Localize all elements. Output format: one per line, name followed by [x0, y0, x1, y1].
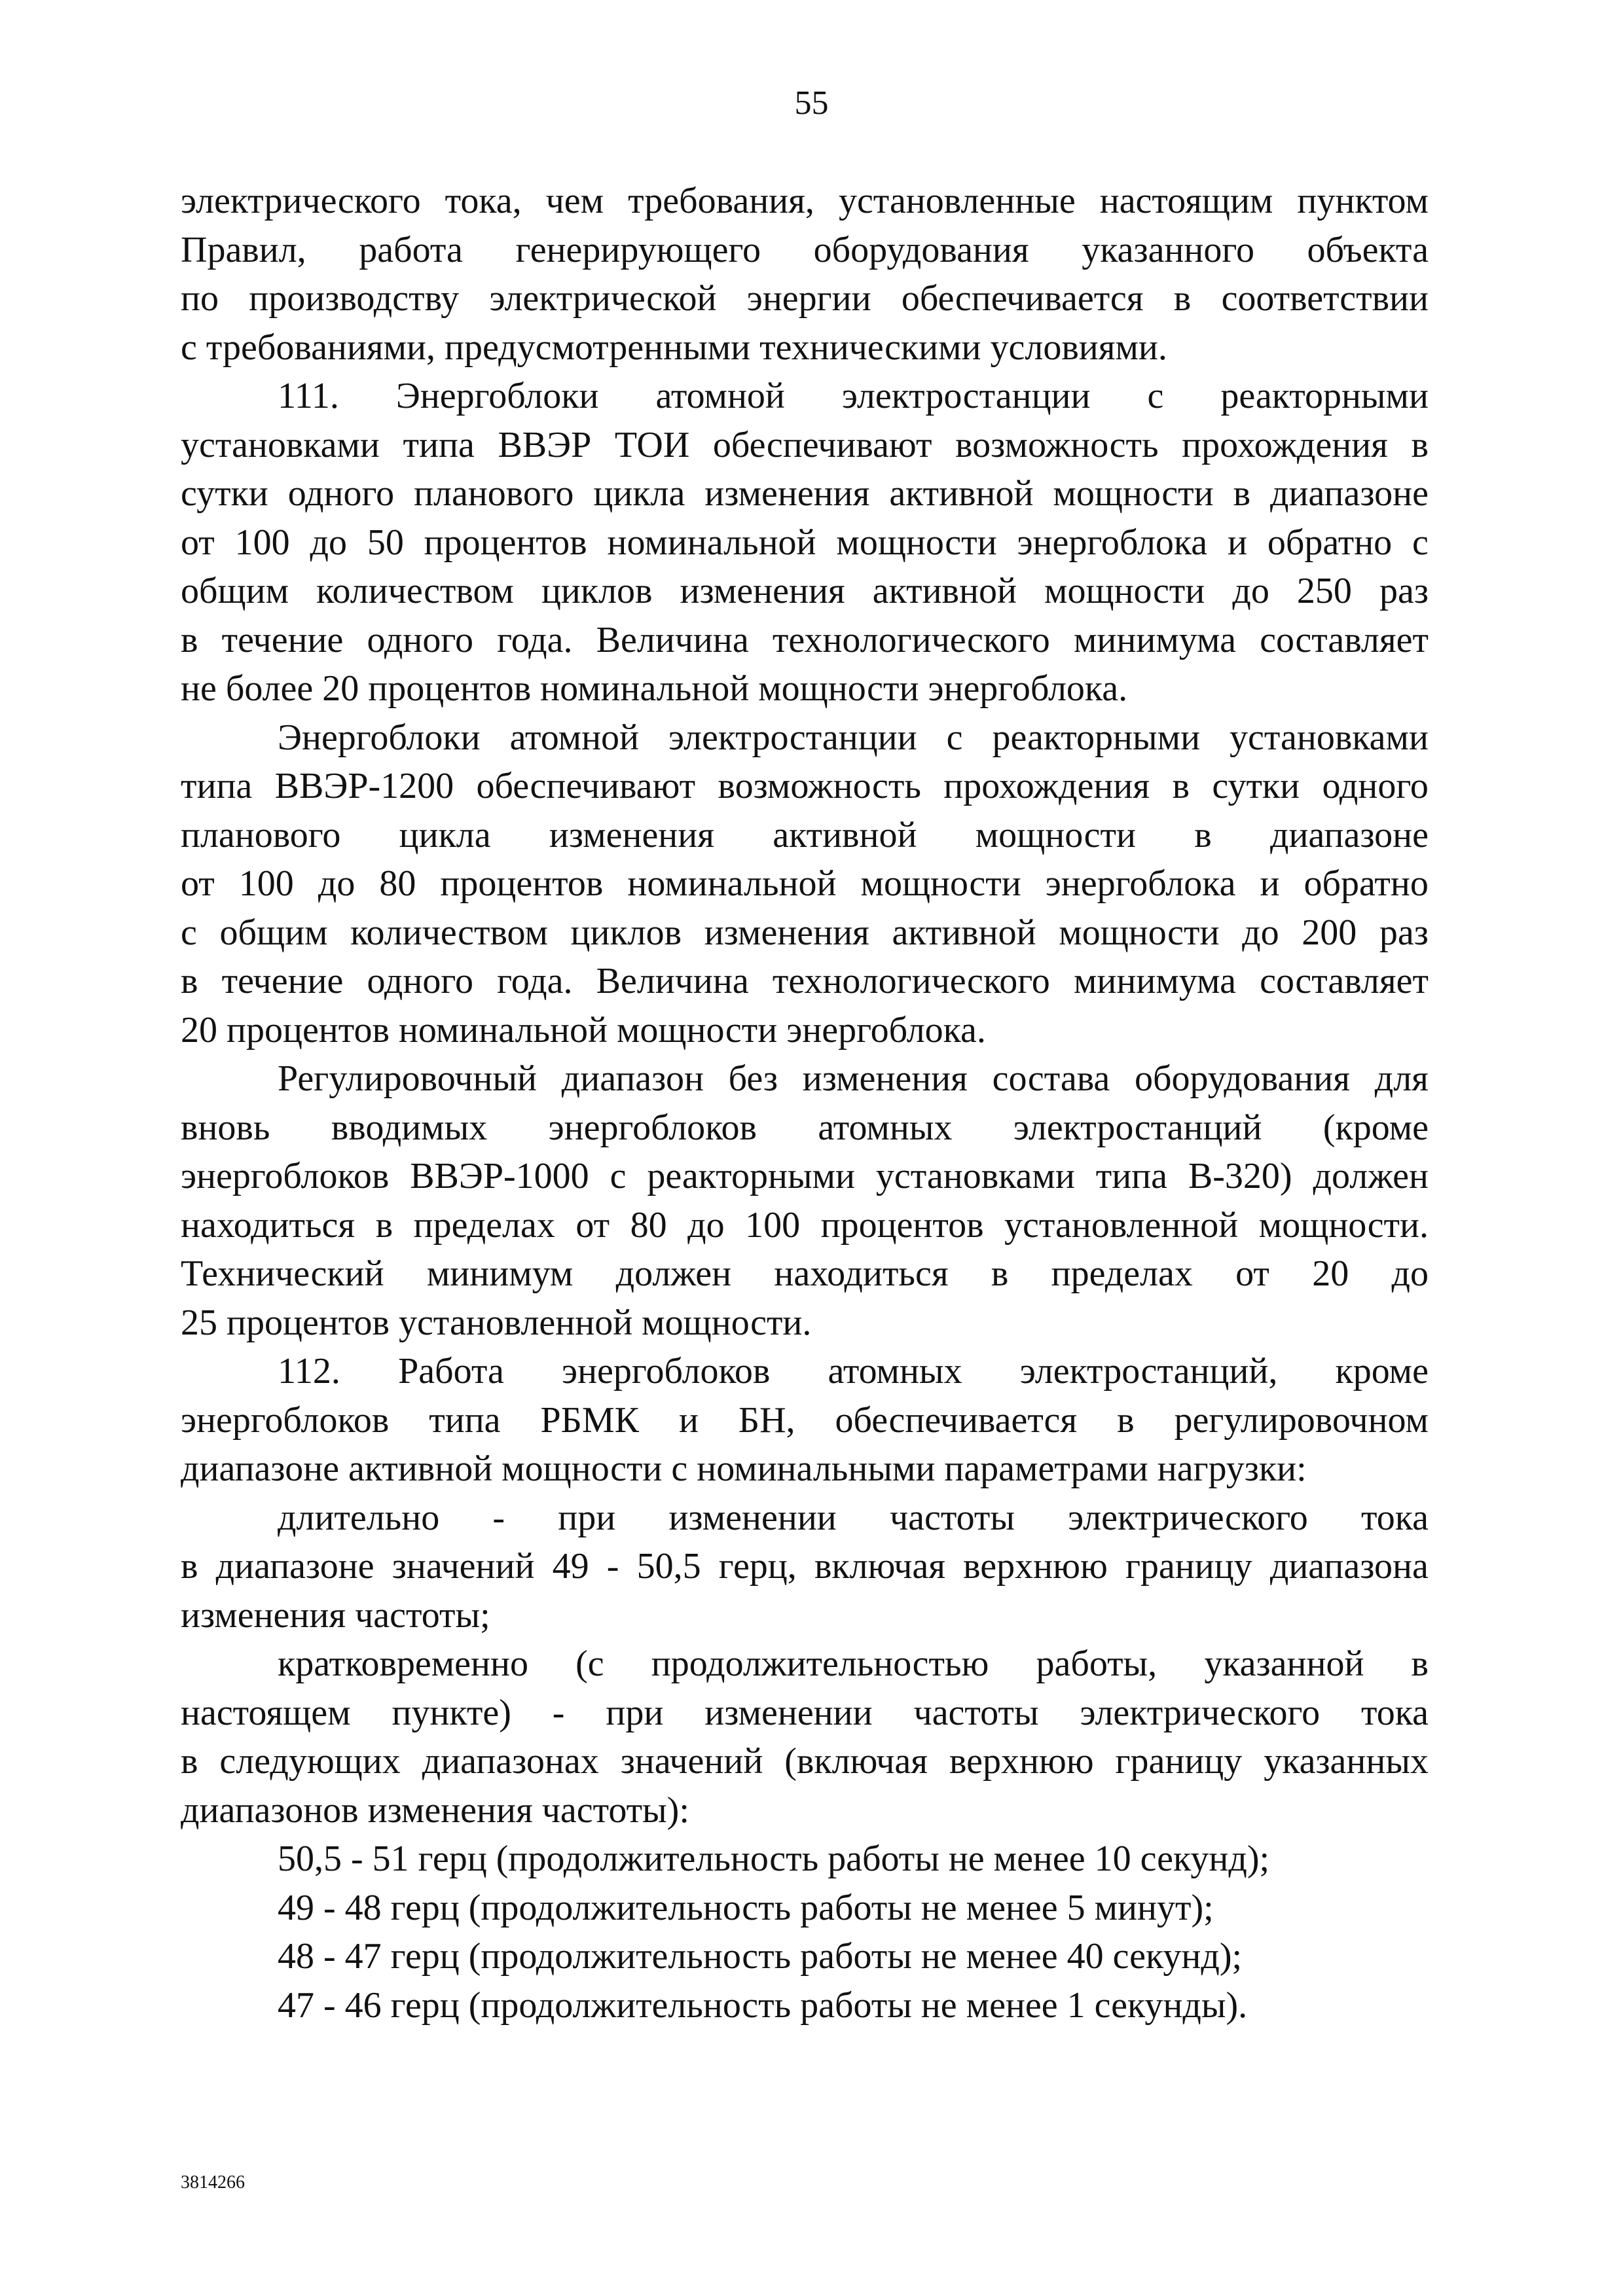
text-line: от 100 до 80 процентов номинальной мощности энергоблока и обратно	[181, 863, 1429, 904]
text-line: в следующих диапазонах значений (включая верхнюю границу указанных	[181, 1741, 1429, 1782]
text-line: Регулировочный диапазон без изменения состава оборудования для	[278, 1058, 1429, 1099]
text-line: с общим количеством циклов изменения активной мощности до 200 раз	[181, 912, 1429, 953]
text-line: 47 - 46 герц (продолжительность работы не менее 1 секунды).	[278, 1984, 1248, 2026]
document-body	[181, 177, 1429, 2030]
text-line: 50,5 - 51 герц (продолжительность работы не менее 10 секунд);	[278, 1839, 1270, 1879]
text-line: по производству электрической энергии обеспечивается в соответствии	[181, 278, 1429, 319]
text-line: энергоблоков ВВЭР-1000 с реакторными установками типа В-320) должен	[181, 1156, 1429, 1196]
text-line: 112. Работа энергоблоков атомных электростанций, кроме	[278, 1351, 1429, 1391]
text-line: длительно - при изменении частоты электрического тока	[278, 1497, 1429, 1538]
text-line: диапазонов изменения частоты):	[181, 1789, 689, 1831]
document-code: 3814266	[181, 2172, 245, 2193]
text-line: настоящем пункте) - при изменении частоты электрического тока	[181, 1692, 1429, 1733]
text-line: Технический минимум должен находиться в пределах от 20 до	[181, 1253, 1429, 1294]
text-line: установками типа ВВЭР ТОИ обеспечивают возможность прохождения в	[181, 424, 1429, 465]
text-line: электрического тока, чем требования, установленные настоящим пунктом	[181, 181, 1429, 221]
text-line: 49 - 48 герц (продолжительность работы не менее 5 минут);	[278, 1887, 1214, 1928]
text-line: находиться в пределах от 80 до 100 процентов установленной мощности.	[181, 1204, 1429, 1246]
text-line: сутки одного планового цикла изменения активной мощности в диапазоне	[181, 473, 1429, 514]
text-line: не более 20 процентов номинальной мощности энергоблока.	[181, 668, 1128, 709]
text-line: с требованиями, предусмотренными техническими условиями.	[181, 327, 1167, 368]
text-line: 25 процентов установленной мощности.	[181, 1302, 812, 1343]
text-line: кратковременно (с продолжительностью работы, указанной в	[278, 1643, 1429, 1684]
text-line: типа ВВЭР-1200 обеспечивают возможность прохождения в сутки одного	[181, 766, 1429, 806]
text-line: 111. Энергоблоки атомной электростанции с реакторными	[278, 376, 1429, 416]
text-line: изменения частоты;	[181, 1594, 490, 1636]
text-line: в течение одного года. Величина технологического минимума составляет	[181, 961, 1429, 1001]
text-line: Правил, работа генерирующего оборудования указанного объекта	[181, 229, 1429, 270]
text-line: диапазоне активной мощности с номинальными параметрами нагрузки:	[181, 1448, 1307, 1489]
text-line: энергоблоков типа РБМК и БН, обеспечивается в регулировочном	[181, 1399, 1429, 1441]
page-number: 55	[794, 84, 829, 122]
text-line: в течение одного года. Величина технологического минимума составляет	[181, 619, 1429, 660]
text-line: общим количеством циклов изменения активной мощности до 250 раз	[181, 571, 1429, 611]
text-line: в диапазоне значений 49 - 50,5 герц, включая верхнюю границу диапазона	[181, 1546, 1429, 1587]
text-line: от 100 до 50 процентов номинальной мощности энергоблока и обратно с	[181, 522, 1429, 563]
text-line: планового цикла изменения активной мощности в диапазоне	[181, 814, 1429, 855]
text-line: Энергоблоки атомной электростанции с реакторными установками	[278, 717, 1429, 758]
text-line: вновь вводимых энергоблоков атомных электростанций (кроме	[181, 1107, 1429, 1148]
text-line: 20 процентов номинальной мощности энергоблока.	[181, 1009, 986, 1050]
text-line: 48 - 47 герц (продолжительность работы не менее 40 секунд);	[278, 1936, 1243, 1977]
